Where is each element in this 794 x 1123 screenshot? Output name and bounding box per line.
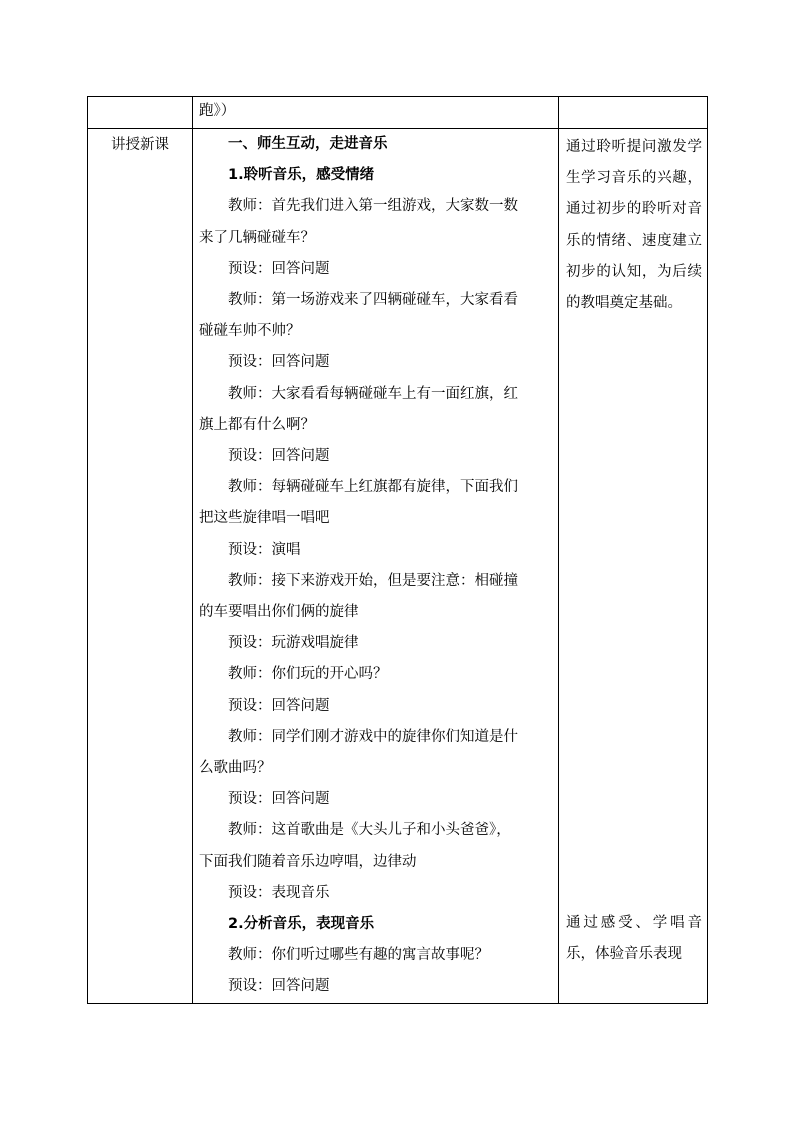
content-line: 教师：这首歌曲是《大头儿子和小头爸爸》， [228,822,511,839]
intent-text-2: 通过感受、学唱音乐，体验音乐表现 [566,915,702,963]
content-line: 下面我们随着音乐边哼唱，边律动 [199,853,417,870]
content-line: 预设：回答问题 [228,448,330,465]
stage-cell [88,129,193,1004]
content-line: 一、师生互动，走进音乐 [228,136,388,152]
content-line: 2.分析音乐，表现音乐 [228,916,375,933]
continued-text: 跑》） [199,103,236,119]
content-line: 教师：你们玩的开心吗？ [228,666,388,683]
content-line: 预设：回答问题 [228,697,330,714]
content-line: 教师：第一场游戏来了四辆碰碰车，大家看看 [228,292,518,309]
stage-label: 讲授新课 [111,137,169,153]
content-line: 的车要唱出你们俩的旋律 [199,604,359,621]
content-line: 教师：大家看看每辆碰碰车上有一面红旗，红 [228,385,518,402]
content-line: 教师：首先我们进入第一组游戏，大家数一数 [228,198,518,215]
content-line: 来了几辆碰碰车？ [199,229,315,246]
content-line: 预设：回答问题 [228,354,330,371]
content-line: 1.聆听音乐，感受情绪 [228,167,375,184]
content-line: 么歌曲吗？ [199,760,272,777]
content-line: 教师：每辆碰碰车上红旗都有旋律，下面我们 [228,479,518,496]
content-lines [193,129,558,1003]
intent-cell-empty [559,97,708,129]
content-line: 预设：表现音乐 [228,884,330,901]
intent-cell [559,129,708,1004]
stage-cell-empty [88,97,193,129]
content-line: 预设：回答问题 [228,978,330,995]
content-line: 预设：玩游戏唱旋律 [228,635,359,652]
content-line: 预设：演唱 [228,541,301,558]
content-line: 预设：回答问题 [228,791,330,808]
content-cell-continued [193,97,559,129]
table-row-continued [88,97,708,129]
content-line: 教师：你们听过哪些有趣的寓言故事呢？ [228,947,489,964]
content-line: 把这些旋律唱一唱吧 [199,510,330,527]
content-line: 预设：回答问题 [228,260,330,277]
content-line: 旗上都有什么啊？ [199,416,315,433]
content-cell [193,129,559,1004]
content-line: 教师：同学们刚才游戏中的旋律你们知道是什 [228,728,518,745]
table-row-new-lesson [88,129,708,1004]
content-line: 碰碰车帅不帅？ [199,323,301,340]
lesson-plan-table [87,96,708,1004]
content-line: 教师：接下来游戏开始，但是要注意：相碰撞 [228,572,518,589]
intent-text-1: 通过聆听提问激发学生学习音乐的兴趣，通过初步的聆听对音乐的情绪、速度建立初步的认知，为后续的教唱奠定基础。 [566,139,702,312]
